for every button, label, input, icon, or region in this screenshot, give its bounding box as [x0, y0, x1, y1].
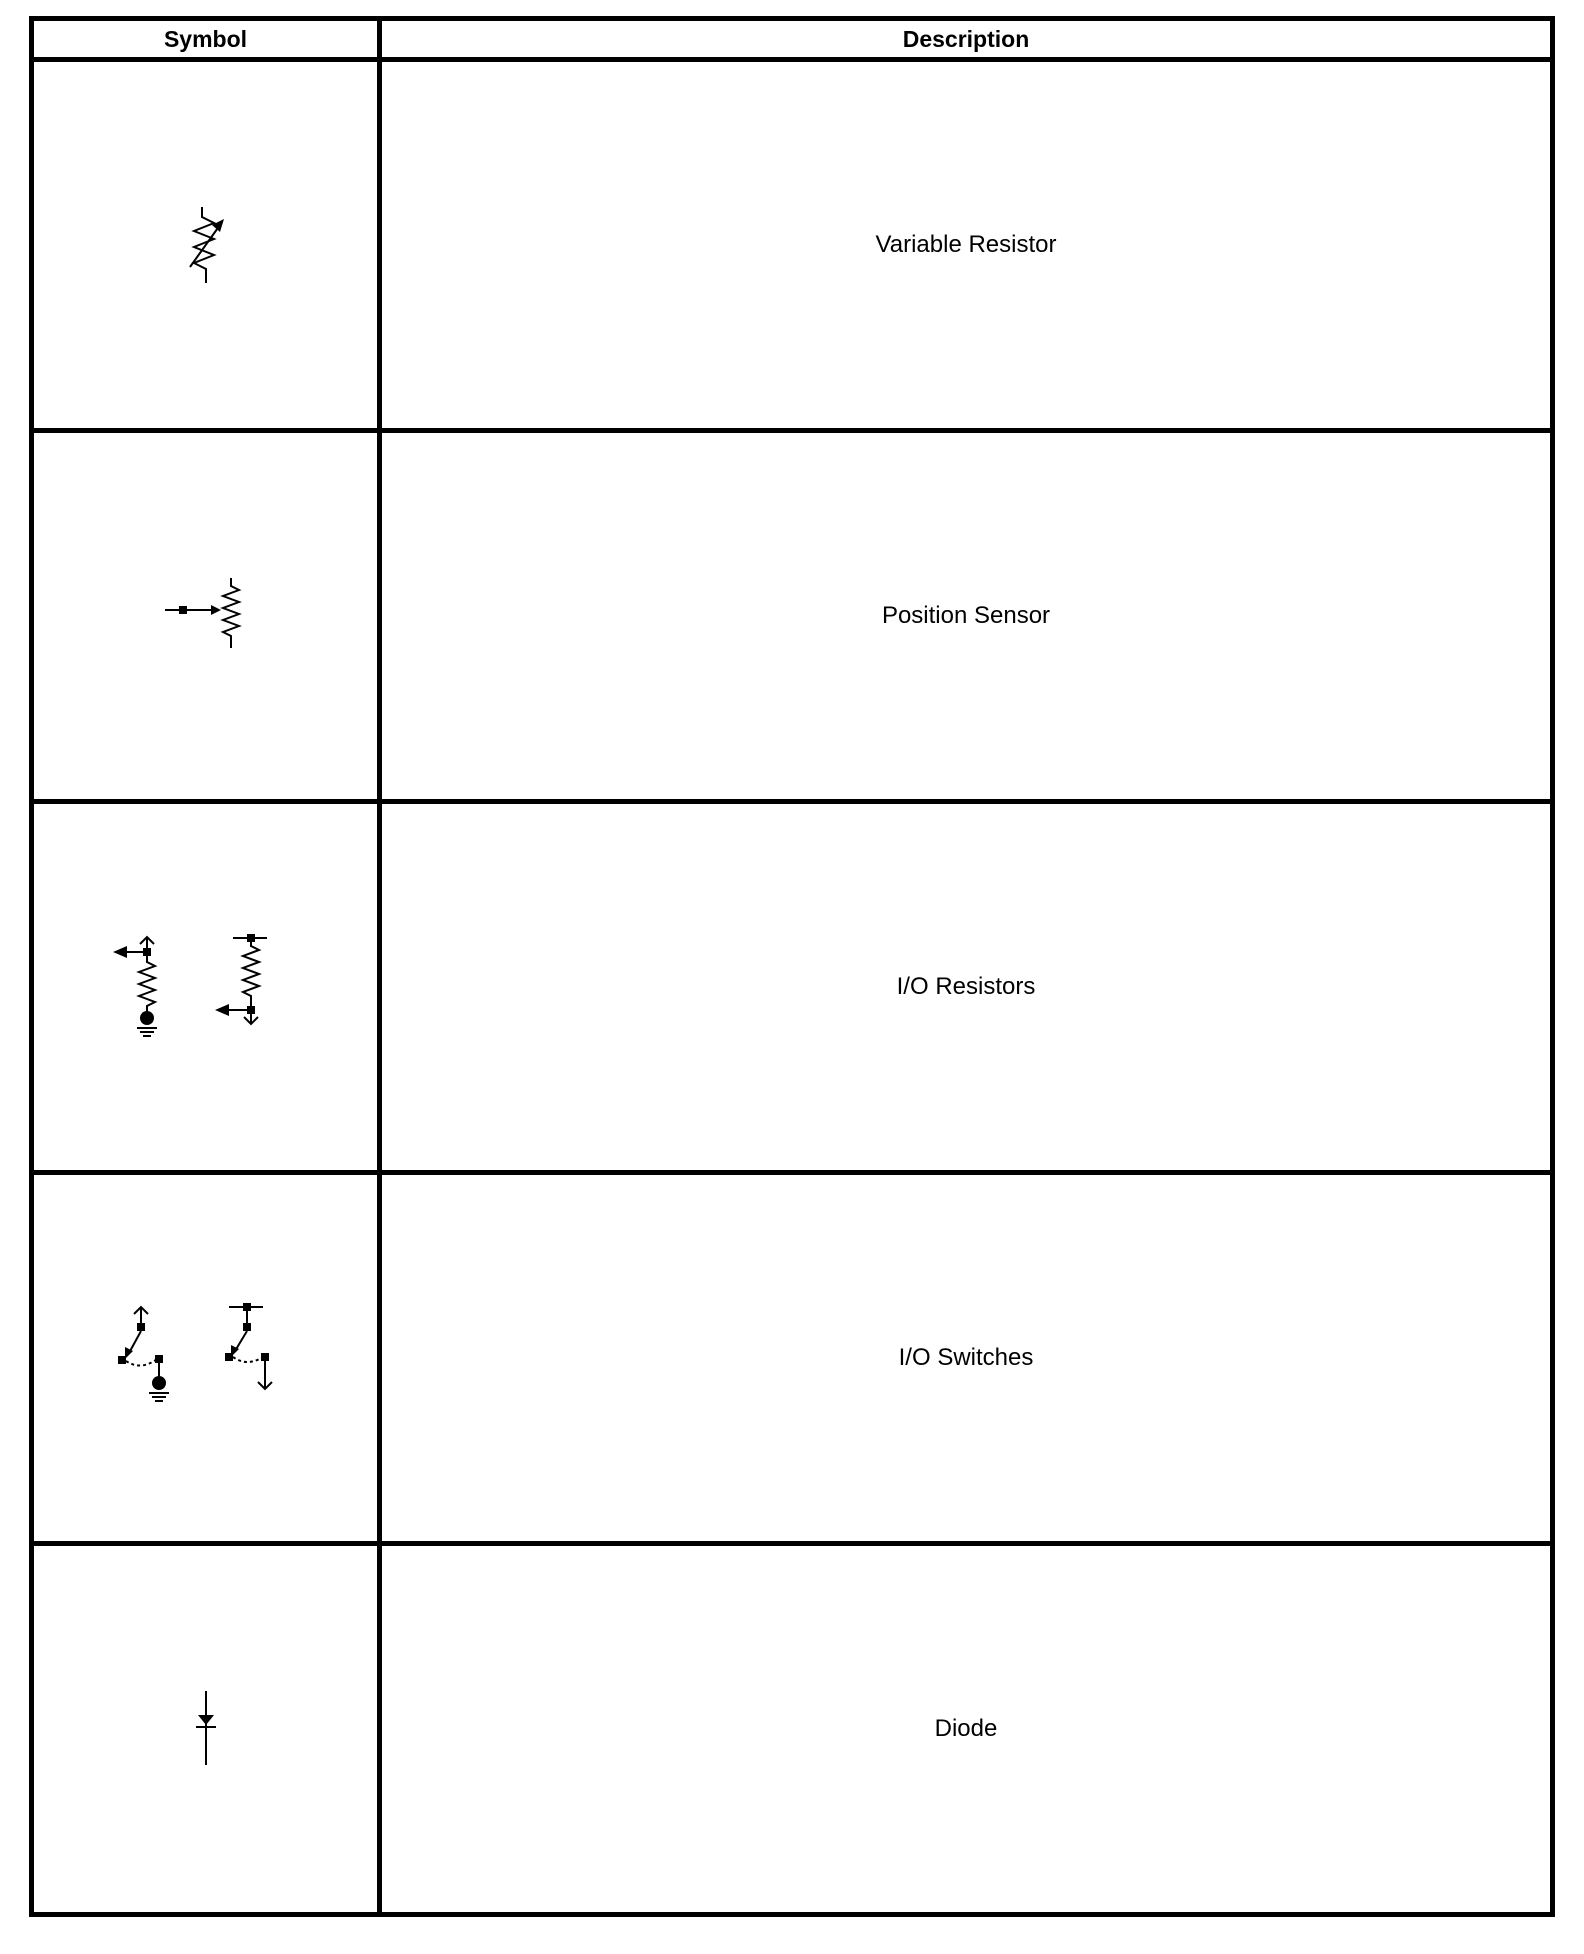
diode-icon [186, 1689, 226, 1769]
table-header-row [32, 19, 1553, 60]
symbol-cell [32, 802, 380, 1173]
table-row [32, 1173, 1553, 1544]
description-cell: I/O Resistors [380, 802, 1553, 1173]
description-cell: I/O Switches [380, 1173, 1553, 1544]
position-sensor-icon [161, 576, 251, 656]
table-row [32, 60, 1553, 431]
pull-up-resistor-icon [215, 934, 267, 1024]
symbol-cell [32, 431, 380, 802]
header-description: Description [380, 19, 1553, 60]
io-switches-icon [101, 1303, 311, 1413]
symbol-cell [32, 1173, 380, 1544]
description-cell: Variable Resistor [380, 60, 1553, 431]
symbol-cell [32, 1544, 380, 1915]
switch-from-rail-icon [225, 1303, 272, 1389]
description-cell: Diode [380, 1544, 1553, 1915]
table-row [32, 1544, 1553, 1915]
header-symbol: Symbol [32, 19, 380, 60]
table-row [32, 802, 1553, 1173]
table-row [32, 431, 1553, 802]
description-cell: Position Sensor [380, 431, 1553, 802]
symbol-table [29, 16, 1555, 1917]
symbol-cell [32, 60, 380, 431]
io-resistors-icon [111, 932, 301, 1042]
variable-resistor-icon [176, 205, 236, 285]
switch-to-ground-icon [118, 1307, 169, 1401]
pull-down-resistor-icon [113, 937, 157, 1036]
